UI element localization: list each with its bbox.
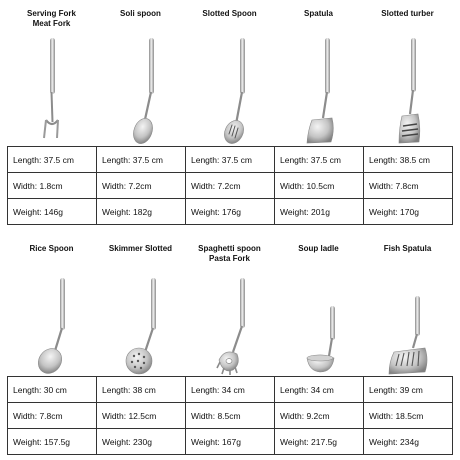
weight-cell: Weight: 182g (97, 199, 186, 225)
product-title: Slotted turber (381, 9, 434, 18)
length-cell: Length: 37.5 cm (97, 147, 186, 173)
product-title: Serving Fork Meat Fork (27, 9, 76, 28)
fish-spatula-icon (363, 274, 452, 376)
top-titles-row (7, 0, 453, 30)
width-cell: Width: 7.8cm (8, 403, 97, 429)
width-cell: Width: 1.8cm (8, 173, 97, 199)
table-row (8, 377, 453, 403)
weight-cell: Weight: 157.5g (8, 429, 97, 455)
length-cell: Length: 34 cm (186, 377, 275, 403)
bottom-product-panel (7, 238, 453, 455)
width-cell: Width: 7.8cm (364, 173, 453, 199)
length-cell: Length: 37.5 cm (186, 147, 275, 173)
width-cell: Width: 18.5cm (364, 403, 453, 429)
table-row (8, 199, 453, 225)
table-row (8, 403, 453, 429)
slotted-turner-icon (363, 30, 452, 146)
table-row (8, 429, 453, 455)
width-cell: Width: 12.5cm (97, 403, 186, 429)
slotted-spoon-icon (185, 30, 274, 146)
rice-spoon-icon (7, 274, 96, 376)
skimmer-icon (96, 274, 185, 376)
weight-cell: Weight: 167g (186, 429, 275, 455)
top-spec-table (7, 146, 453, 225)
width-cell: Width: 7.2cm (97, 173, 186, 199)
solid-spoon-icon (96, 30, 185, 146)
width-cell: Width: 8.5cm (186, 403, 275, 429)
table-row (8, 173, 453, 199)
length-cell: Length: 37.5 cm (275, 147, 364, 173)
length-cell: Length: 39 cm (364, 377, 453, 403)
product-title: Spaghetti spoon Pasta Fork (198, 244, 261, 263)
bottom-titles-row (7, 238, 453, 274)
weight-cell: Weight: 201g (275, 199, 364, 225)
bottom-spec-table (7, 376, 453, 455)
product-title: Spatula (304, 9, 333, 18)
pasta-fork-icon (185, 274, 274, 376)
width-cell: Width: 10.5cm (275, 173, 364, 199)
soup-ladle-icon (274, 274, 363, 376)
serving-fork-icon (7, 30, 96, 146)
product-title: Fish Spatula (383, 244, 432, 253)
width-cell: Width: 9.2cm (275, 403, 364, 429)
weight-cell: Weight: 217.5g (275, 429, 364, 455)
product-title: Soup ladle (298, 244, 339, 253)
product-title: Skimmer Slotted (108, 244, 173, 253)
product-title: Rice Spoon (29, 244, 74, 253)
weight-cell: Weight: 146g (8, 199, 97, 225)
product-title: Soli spoon (120, 9, 161, 18)
width-cell: Width: 7.2cm (186, 173, 275, 199)
table-row (8, 147, 453, 173)
length-cell: Length: 30 cm (8, 377, 97, 403)
length-cell: Length: 34 cm (275, 377, 364, 403)
weight-cell: Weight: 234g (364, 429, 453, 455)
weight-cell: Weight: 230g (97, 429, 186, 455)
top-product-panel (7, 0, 453, 225)
product-title: Slotted Spoon (202, 9, 257, 18)
length-cell: Length: 38.5 cm (364, 147, 453, 173)
weight-cell: Weight: 176g (186, 199, 275, 225)
weight-cell: Weight: 170g (364, 199, 453, 225)
spatula-icon (274, 30, 363, 146)
top-images-row (7, 30, 453, 146)
length-cell: Length: 38 cm (97, 377, 186, 403)
length-cell: Length: 37.5 cm (8, 147, 97, 173)
bottom-images-row (7, 274, 453, 376)
